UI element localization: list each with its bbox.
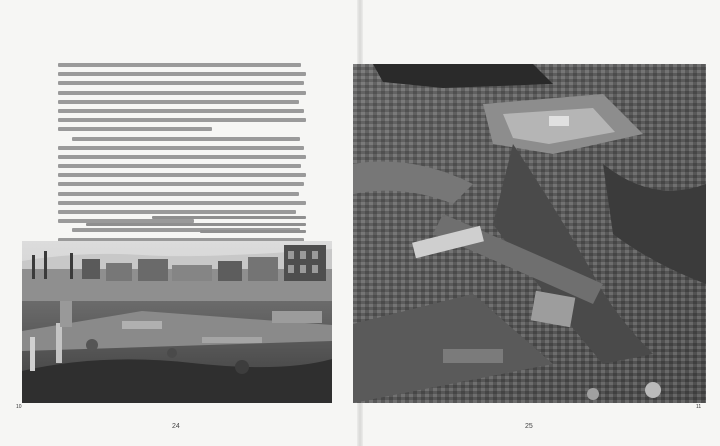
text-line — [58, 155, 306, 159]
text-line — [72, 137, 300, 141]
text-line — [58, 164, 301, 168]
caption-line — [200, 230, 306, 233]
text-line — [58, 201, 306, 205]
text-line — [58, 63, 301, 67]
text-line — [58, 192, 299, 196]
caption-line — [152, 216, 306, 219]
text-line — [58, 173, 306, 177]
figure-marker-left: 10 — [16, 404, 22, 410]
archaeological-site-photo — [22, 241, 332, 403]
figure-marker-right: 11 — [696, 404, 702, 410]
text-line — [58, 182, 304, 186]
text-line — [58, 109, 304, 113]
text-line — [58, 127, 212, 131]
text-line — [58, 72, 306, 76]
right-page-number: 25 — [525, 423, 533, 430]
text-line — [58, 118, 306, 122]
left-page-number: 24 — [172, 423, 180, 430]
text-line — [58, 81, 304, 85]
text-line — [58, 100, 299, 104]
text-line — [58, 146, 304, 150]
aerial-city-photo — [353, 64, 706, 403]
text-line — [58, 210, 296, 214]
caption-line — [86, 223, 306, 226]
figure-caption — [86, 216, 306, 237]
text-line — [58, 91, 306, 95]
